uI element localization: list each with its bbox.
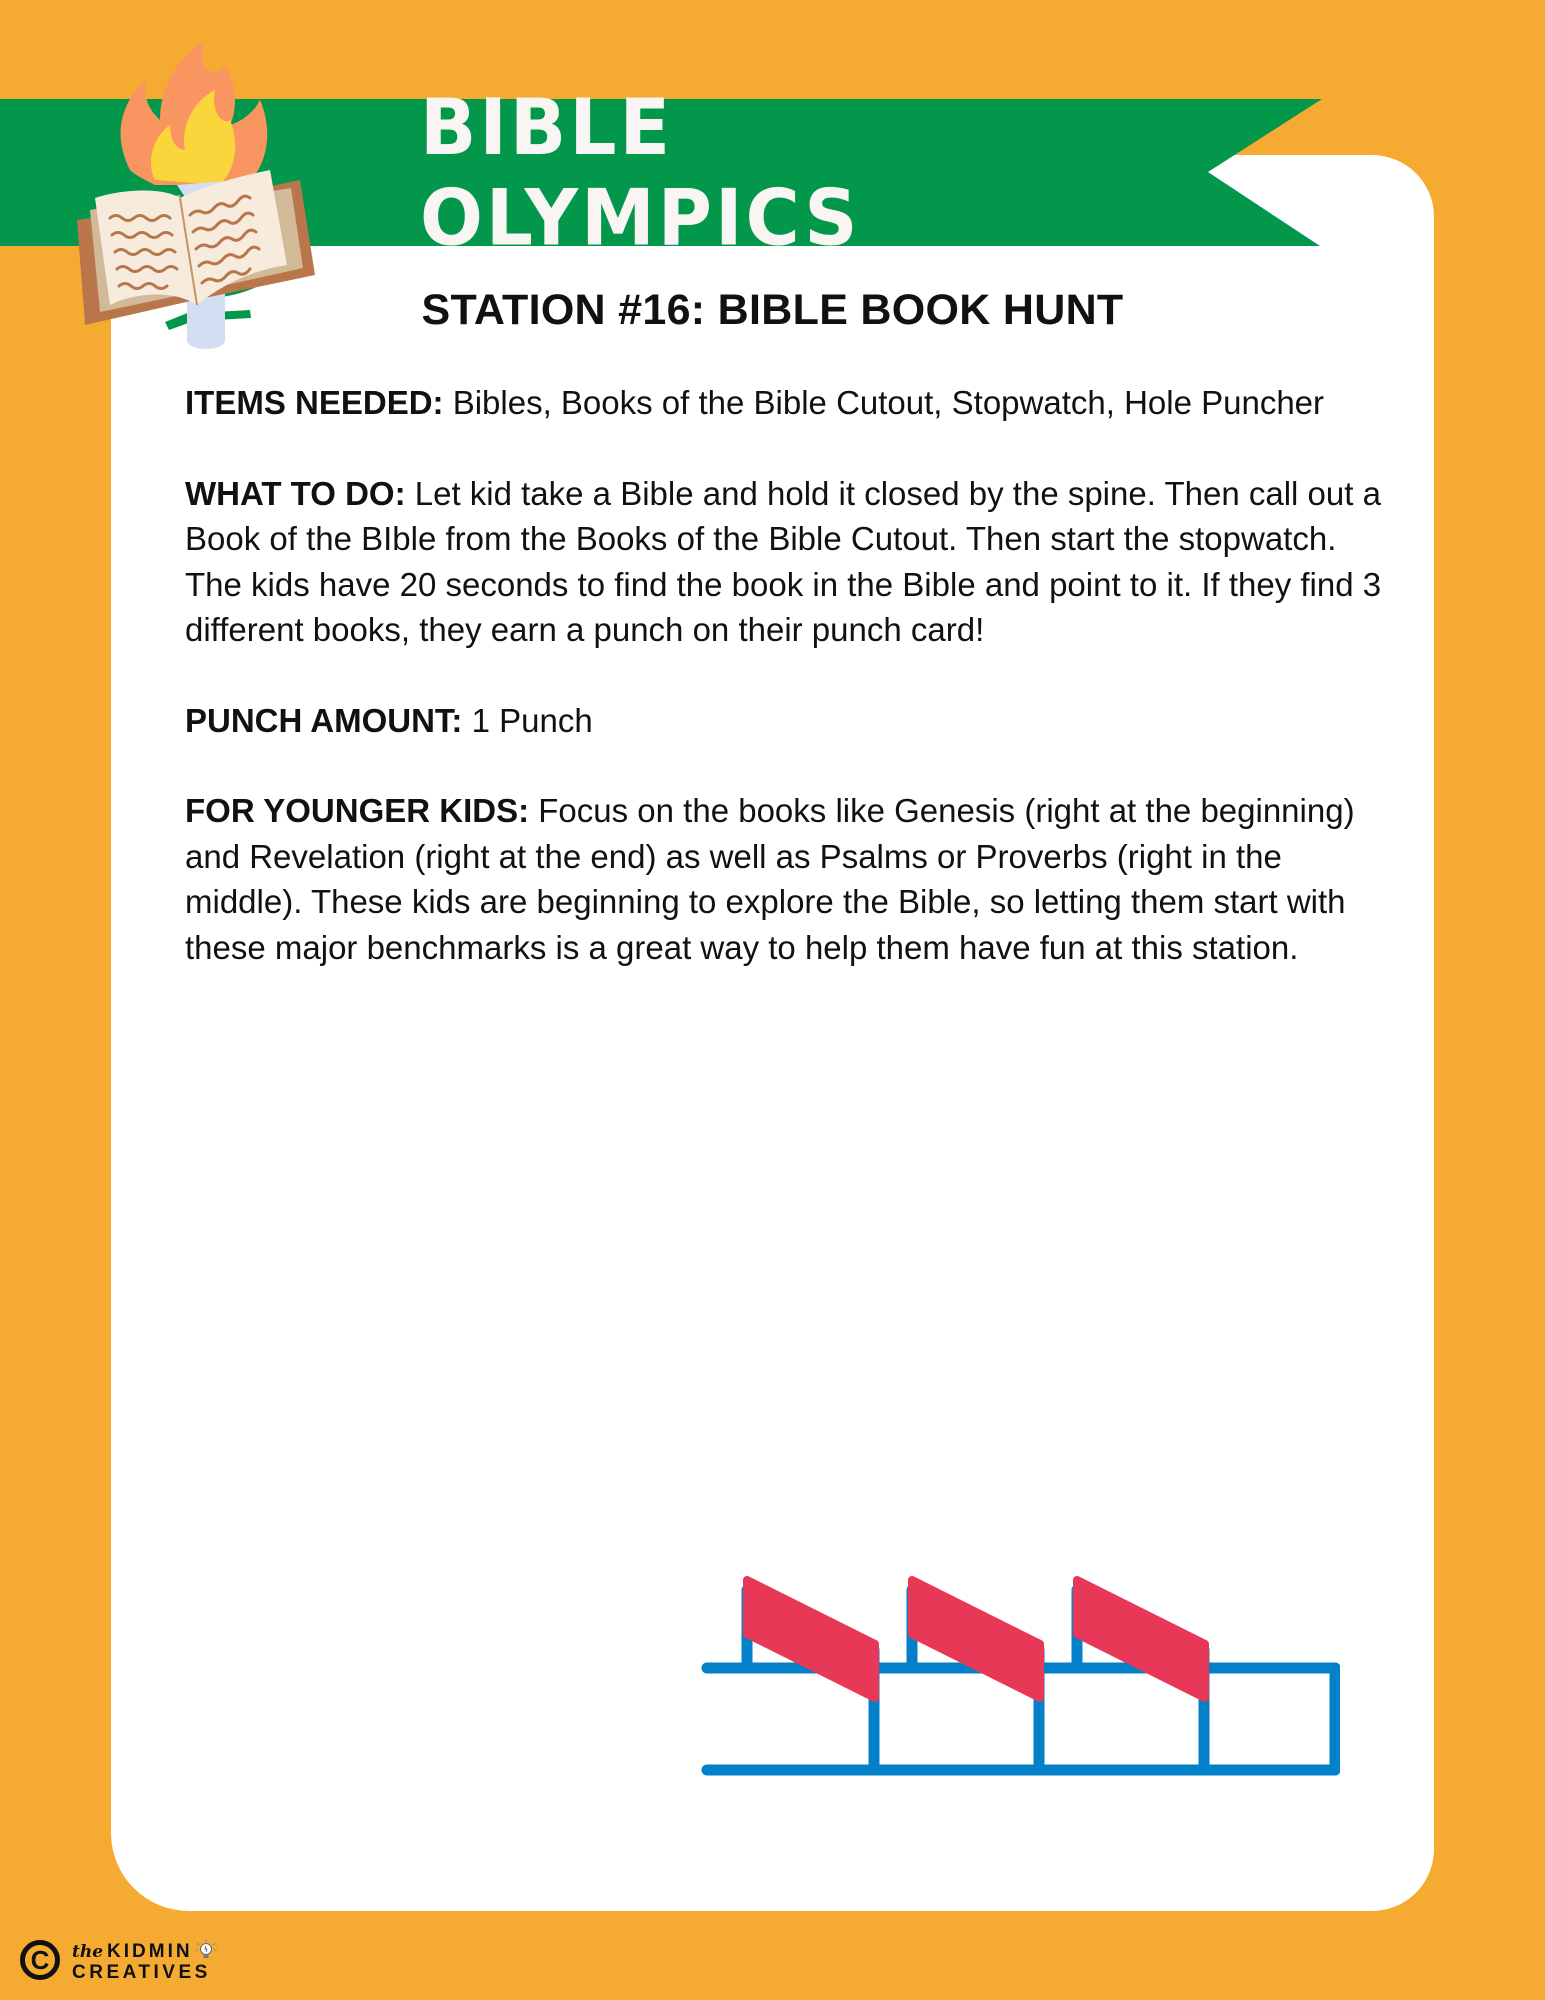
punch-amount-label: PUNCH AMOUNT:	[185, 701, 463, 739]
items-needed-section	[185, 380, 1400, 426]
items-needed-label: ITEMS NEEDED:	[185, 384, 444, 421]
lightbulb-icon	[195, 1939, 217, 1961]
brand-creatives: CREATIVES	[72, 1961, 211, 1983]
what-to-do-section	[185, 471, 1400, 653]
what-to-do-label: WHAT TO DO:	[185, 474, 406, 512]
punch-amount-text: 1 Punch	[462, 701, 593, 739]
copyright-icon: C	[20, 1940, 60, 1980]
punch-amount-section	[185, 698, 1400, 744]
station-title: STATION #16: BIBLE BOOK HUNT	[421, 286, 1124, 334]
what-to-do-text: Let kid take a Bible and hold it closed by the spine. Then call out a Book of the BIble from the Books of the Bible Cutout. Then start the stopwatch. The kids have 20 seconds to find the book in the Bible and point to it. If they find 3 different books, they earn a punch on their punch card!	[185, 474, 1382, 648]
brand-wordmark	[72, 1939, 217, 1982]
younger-kids-section	[185, 788, 1400, 970]
items-needed-text: Bibles, Books of the Bible Cutout, Stopwatch, Hole Puncher	[443, 384, 1325, 421]
younger-kids-label: FOR YOUNGER KIDS:	[185, 792, 530, 829]
hurdles-icon	[700, 1550, 1340, 1820]
brand-the: the	[72, 1941, 104, 1962]
footer-logo	[20, 1935, 217, 1985]
banner-title: BIBLE OLYMPICS	[420, 82, 861, 263]
brand-kidmin: KIDMIN	[107, 1940, 193, 1962]
station-instructions	[185, 380, 1400, 1015]
younger-kids-text: Focus on the books like Genesis (right at the beginning) and Revelation (right at the end) as well as Psalms or Proverbs (right in the middle). These kids are beginning to explore the Bible, so letting them start with these major benchmarks is a great way to help them have fun at this station.	[185, 792, 1355, 966]
